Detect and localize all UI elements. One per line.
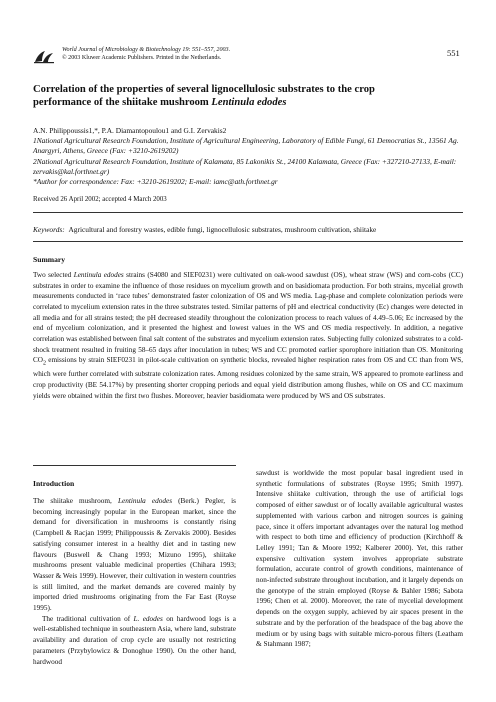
journal-header: [62, 47, 230, 62]
right-column: [256, 468, 463, 650]
intro-paragraph-1: The shiitake mushroom, Lentinula edodes (Berk.) Pegler, is becoming increasingly popular in the European market, since the demand for diversification in mushrooms is constantly rising (Campbell & Racjan 1999; Philippoussis & Zervakis 2000). Besides satisfying consumer interest in a healthy diet and in tasting new flavours (Buswell & Chang 1993; Mizuno 1995), shiitake mushrooms present valuable medicinal properties (Chihara 1993; Wasser & Weis 1999). However, their cultivation in western countries is still limited, and the market demands are covered mainly by imported dried mushrooms originating from the Far East (Royse 1995).: [33, 497, 236, 613]
summary-text: Two selected Lentinula edodes strains (S4080 and SIEF0231) were cultivated on oak-wood sawdust (OS), wheat straw (WS) and corn-cobs (CC) substrates in order to examine the influence of those residues on mycelium growth and on basidiomata production. For both strains, mycelial growth measurements conducted in ‘race tubes’ demonstrated faster colonization of OS and WS media. Lag-phase and complete colonization periods were correlated to mycelium extension rates in the three substrates tested. Similar patterns of pH and electrical conductivity (Ec) changes were detected in all media and for all strains tested; the pH decreased steadily throughout the colonization process to reach values of 4.49–5.06; Ec increased by the end of mycelium colonization, and it presented the highest and lowest values in the WS and OS media respectively. In addition, a negative correlation was established between final salt content of the substrates and mycelium extension rates. Subjecting fully colonized substrates to a cold-shock treatment resulted in fruiting 58–65 days after inoculation in tubes; WS and CC promoted earlier sporophore initiation than OS. Monitoring $CO_2$ emissions by strain SIEF0231 in pilot-scale cultivation on synthetic blocks, revealed higher respiration rates from OS and CC than from WS, which were further correlated with substrate colonization rates. Among residues colonized by the same strain, WS appeared to promote earliness and crop productivity (BE 54.17%) by presenting shorter cropping periods and equal yield distribution among flushes, while on OS and CC maximum yields were obtained within the first two flushes. Moreover, heavier basidiomata were produced by WS and OS substrates.: [33, 271, 463, 400]
section-divider: [33, 465, 236, 466]
received-dates: Received 26 April 2002; accepted 4 March 2003: [33, 196, 167, 203]
article-title: [33, 83, 473, 110]
intro-paragraph-continued: sawdust is worldwide the most popular basal ingredient used in synthetic formulations of substrates (Royse 1995; Smith 1997). Intensive shiitake cultivation, through the use of artificial logs composed of either sawdust or of locally available agricultural wastes supplemented with various carbon and nitrogen sources is gaining pace, since it offers important advantages over the natural log method with respect to both time and efficiency of production (Kirchhoff & Lelley 1991; Tan & Moore 1992; Kalberer 2000). Yet, this rather expensive cultivation system involves appropriate substrate formulation, accurate control of growth conditions, maintenance of non-infected substrate throughout incubation, and it largely depends on the genotype of the strain employed (Royse & Bahler 1986; Sabota 1996; Chen et al. 2000). Moreover, the rate of mycelial development depends on the oxygen supply, achieved by air spaces present in the substrate and by the perforation of the headspace of the bag above the medium or by using bags with suitable micro-porous filters (Leatham & Stahmann 1987;: [256, 469, 463, 649]
correspondence: *Author for correspondence: Fax: +3210-2619202; E-mail: iamc@ath.forthnet.gr: [33, 177, 278, 187]
title-species: Lentinula edodes: [211, 97, 287, 109]
summary-heading: Summary: [33, 255, 66, 264]
keywords-divider: [33, 241, 463, 242]
copyright-line: © 2003 Kluwer Academic Publishers. Printed in the Netherlands.: [62, 54, 222, 61]
left-column: [33, 496, 236, 667]
keywords-text: Agricultural and forestry wastes, edible fungi, lignocellulosic substrates, mushroom cultivation, shiitake: [68, 225, 377, 234]
keywords: [33, 225, 463, 234]
intro-paragraph-2: The traditional cultivation of L. edodes on hardwood logs is a well-established technique in southeastern Asia, where land, substrate availability and duration of crop cycle are usually not restricting parameters (Przybylowicz & Donoghue 1990). On the other hand, hardwood: [33, 614, 236, 666]
introduction-heading: Introduction: [33, 479, 75, 488]
title-line-2: performance of the shiitake mushroom: [33, 97, 212, 109]
author-block: [33, 126, 473, 187]
affiliation-1: 1National Agricultural Research Foundation, Institute of Agricultural Engineering, Laboratory of Edible Fungi, 61 Democratias St., 13561 Ag. Anargyri, Athens, Greece (Fax: +3210-2619202): [33, 136, 459, 156]
title-line-1: Correlation of the properties of several lignocellulosic substrates to the crop: [33, 84, 375, 95]
journal-citation: World Journal of Microbiology & Biotechnology 19: 551–557, 2003.: [62, 47, 231, 53]
keywords-label: Keywords:: [33, 225, 65, 234]
page-number: 551: [447, 48, 460, 58]
author-names: A.N. Philippoussis1,*, P.A. Diamantopoulou1 and G.I. Zervakis2: [33, 126, 227, 135]
top-divider: [33, 212, 463, 213]
publisher-logo-icon: [33, 49, 55, 64]
affiliation-2: 2National Agricultural Research Foundation, Institute of Kalamata, 85 Lakonikis St., 24100 Kalamata, Greece (Fax: +327210-27133, E-mail: zervakis@kal.forthnet.gr): [33, 156, 457, 176]
